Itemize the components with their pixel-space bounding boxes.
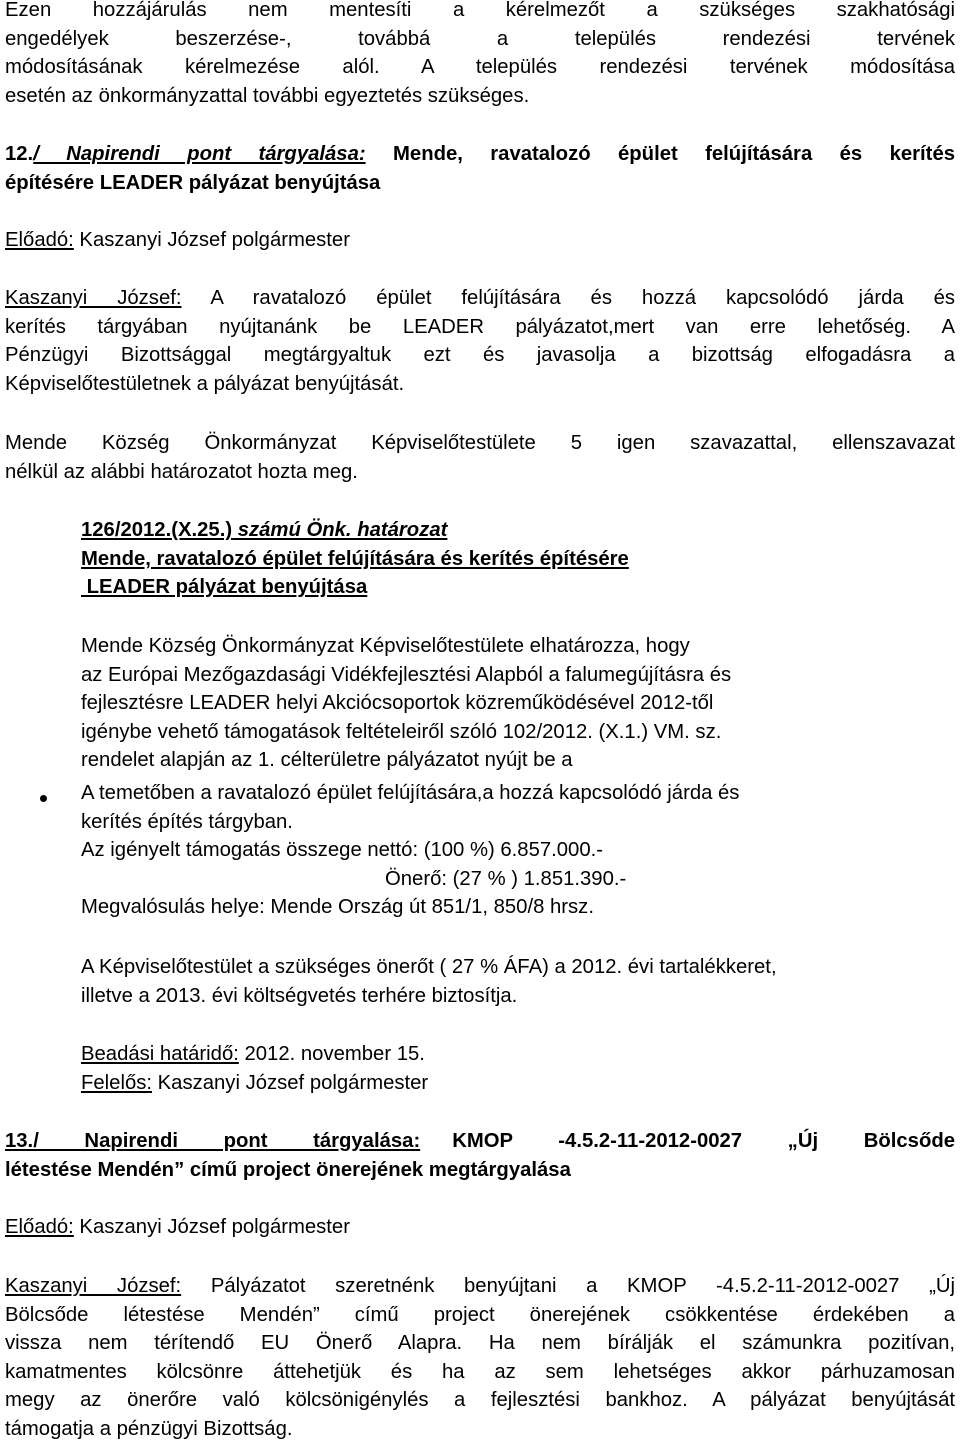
speech-line: kamatmentes kölcsönre áttehetjük és ha az sem lehetséges akkor párhuzamosan xyxy=(5,1360,955,1383)
resolution-header xyxy=(81,516,955,602)
speech-line: támogatja a pénzügyi Bizottság. xyxy=(5,1417,293,1440)
speech-line: Pénzügyi Bizottsággal megtárgyaltuk ezt és javasolja a bizottság elfogadásra a xyxy=(5,344,955,367)
resolution-body-line: rendelet alapján az 1. célterületre pályázatot nyújt be a xyxy=(81,749,573,772)
funding-line: illetve a 2013. évi költségvetés terhére biztosítja. xyxy=(81,984,518,1007)
speech-line: Bölcsőde létestése Mendén” című project önerejének csökkentése érdekében a xyxy=(5,1303,955,1326)
own-funds-line: Önerő: (27 % ) 1.851.390.- xyxy=(385,867,627,890)
presenter-label: Előadó: xyxy=(5,1216,74,1238)
presenter-label: Előadó: xyxy=(5,229,74,251)
intro-line: engedélyek beszerzése-, továbbá a település rendezési tervének xyxy=(5,27,955,50)
bullet-item xyxy=(81,779,955,922)
speech-text: A ravatalozó épület felújítására és hozzá kapcsolódó járda és xyxy=(181,287,956,309)
agenda-title: KMOP -4.5.2-11-2012-0027 „Új Bölcsőde xyxy=(452,1130,955,1152)
location-line: Megvalósulás helye: Mende Ország út 851/1, 850/8 hrsz. xyxy=(81,896,594,919)
presenter-line xyxy=(5,226,955,255)
agenda-label: / Napirendi pont tárgyalása: xyxy=(33,143,366,165)
resolution-type: számú Önk. határozat xyxy=(232,519,448,541)
speech-line: Képviselőtestületnek a pályázat benyújtását. xyxy=(5,372,405,395)
speaker-label: Kaszanyi József: xyxy=(5,287,182,309)
responsible-label: Felelős: xyxy=(81,1071,153,1094)
resolution-body-line: az Európai Mezőgazdasági Vidékfejlesztési Alapból a falumegújításra és xyxy=(81,663,732,686)
resolution-body-line: igénybe vehető támogatások feltételeiről szóló 102/2012. (X.1.) VM. sz. xyxy=(81,720,722,743)
presenter-line xyxy=(5,1213,955,1242)
agenda-label: 13./ Napirendi pont tárgyalása: xyxy=(5,1130,421,1152)
resolution-body xyxy=(81,632,955,775)
bullet-icon xyxy=(40,795,47,802)
resolution-body-line: fejlesztésre LEADER helyi Akciócsoportok közreműködésével 2012-től xyxy=(81,692,714,715)
speech-paragraph xyxy=(5,1272,955,1444)
deadline-block xyxy=(81,1040,955,1097)
deadline-label: Beadási határidő: xyxy=(81,1043,239,1065)
presenter-name: Kaszanyi József polgármester xyxy=(73,1216,350,1238)
presenter-name: Kaszanyi József polgármester xyxy=(73,229,350,251)
vote-paragraph xyxy=(5,429,955,486)
vote-line: Mende Község Önkormányzat Képviselőtestülete 5 igen szavazattal, ellenszavazat xyxy=(5,432,955,454)
agenda-item-12-heading xyxy=(5,140,955,197)
resolution-title: Mende, ravatalozó épület felújítására és kerítés építésére xyxy=(81,547,629,570)
speech-text: Pályázatot szeretnénk benyújtani a KMOP -4.5.2-11-2012-0027 „Új xyxy=(181,1275,955,1297)
agenda-title: építésére LEADER pályázat benyújtása xyxy=(5,171,381,194)
resolution-number: 126/2012.(X.25.) xyxy=(81,519,233,541)
speech-line: megy az önerőre való kölcsönigénylés a fejlesztési bankhoz. A pályázat benyújtását xyxy=(5,1389,955,1412)
intro-paragraph xyxy=(5,0,955,110)
speech-line: vissza nem térítendő EU Önerő Alapra. Ha nem bírálják el számunkra pozitívan, xyxy=(5,1332,955,1355)
intro-line: Ezen hozzájárulás nem mentesíti a kérelmezőt a szükséges szakhatósági xyxy=(5,0,955,21)
agenda-title: létestése Mendén” című project önerejének megtárgyalása xyxy=(5,1158,571,1181)
intro-line: esetén az önkormányzattal további egyeztetés szükséges. xyxy=(5,84,530,107)
bullet-line: A temetőben a ravatalozó épület felújítására,a hozzá kapcsolódó járda és xyxy=(81,782,740,804)
amount-line: Az igényelt támogatás összege nettó: (100 %) 6.857.000.- xyxy=(81,839,603,862)
resolution-body-line: Mende Község Önkormányzat Képviselőtestülete elhatározza, hogy xyxy=(81,635,690,657)
bullet-line: kerítés építés tárgyban. xyxy=(81,810,293,833)
responsible-value: Kaszanyi József polgármester xyxy=(152,1071,429,1094)
intro-line: módosításának kérelmezése alól. A település rendezési tervének módosítása xyxy=(5,56,955,79)
deadline-value: 2012. november 15. xyxy=(238,1043,425,1065)
speaker-label: Kaszanyi József: xyxy=(5,1275,182,1297)
speech-line: kerítés tárgyában nyújtanánk be LEADER pályázatot,mert van erre lehetőség. A xyxy=(5,315,955,338)
agenda-title: Mende, ravatalozó épület felújítására és kerítés xyxy=(365,143,955,165)
resolution-title: LEADER pályázat benyújtása xyxy=(81,576,368,599)
funding-line: A Képviselőtestület a szükséges önerőt ( 27 % ÁFA) a 2012. évi tartalékkeret, xyxy=(81,956,777,978)
vote-line: nélkül az alábbi határozatot hozta meg. xyxy=(5,460,358,483)
speech-paragraph xyxy=(5,284,955,398)
funding-paragraph xyxy=(81,953,955,1010)
item-number: 12. xyxy=(5,143,34,165)
agenda-item-13-heading xyxy=(5,1127,955,1184)
